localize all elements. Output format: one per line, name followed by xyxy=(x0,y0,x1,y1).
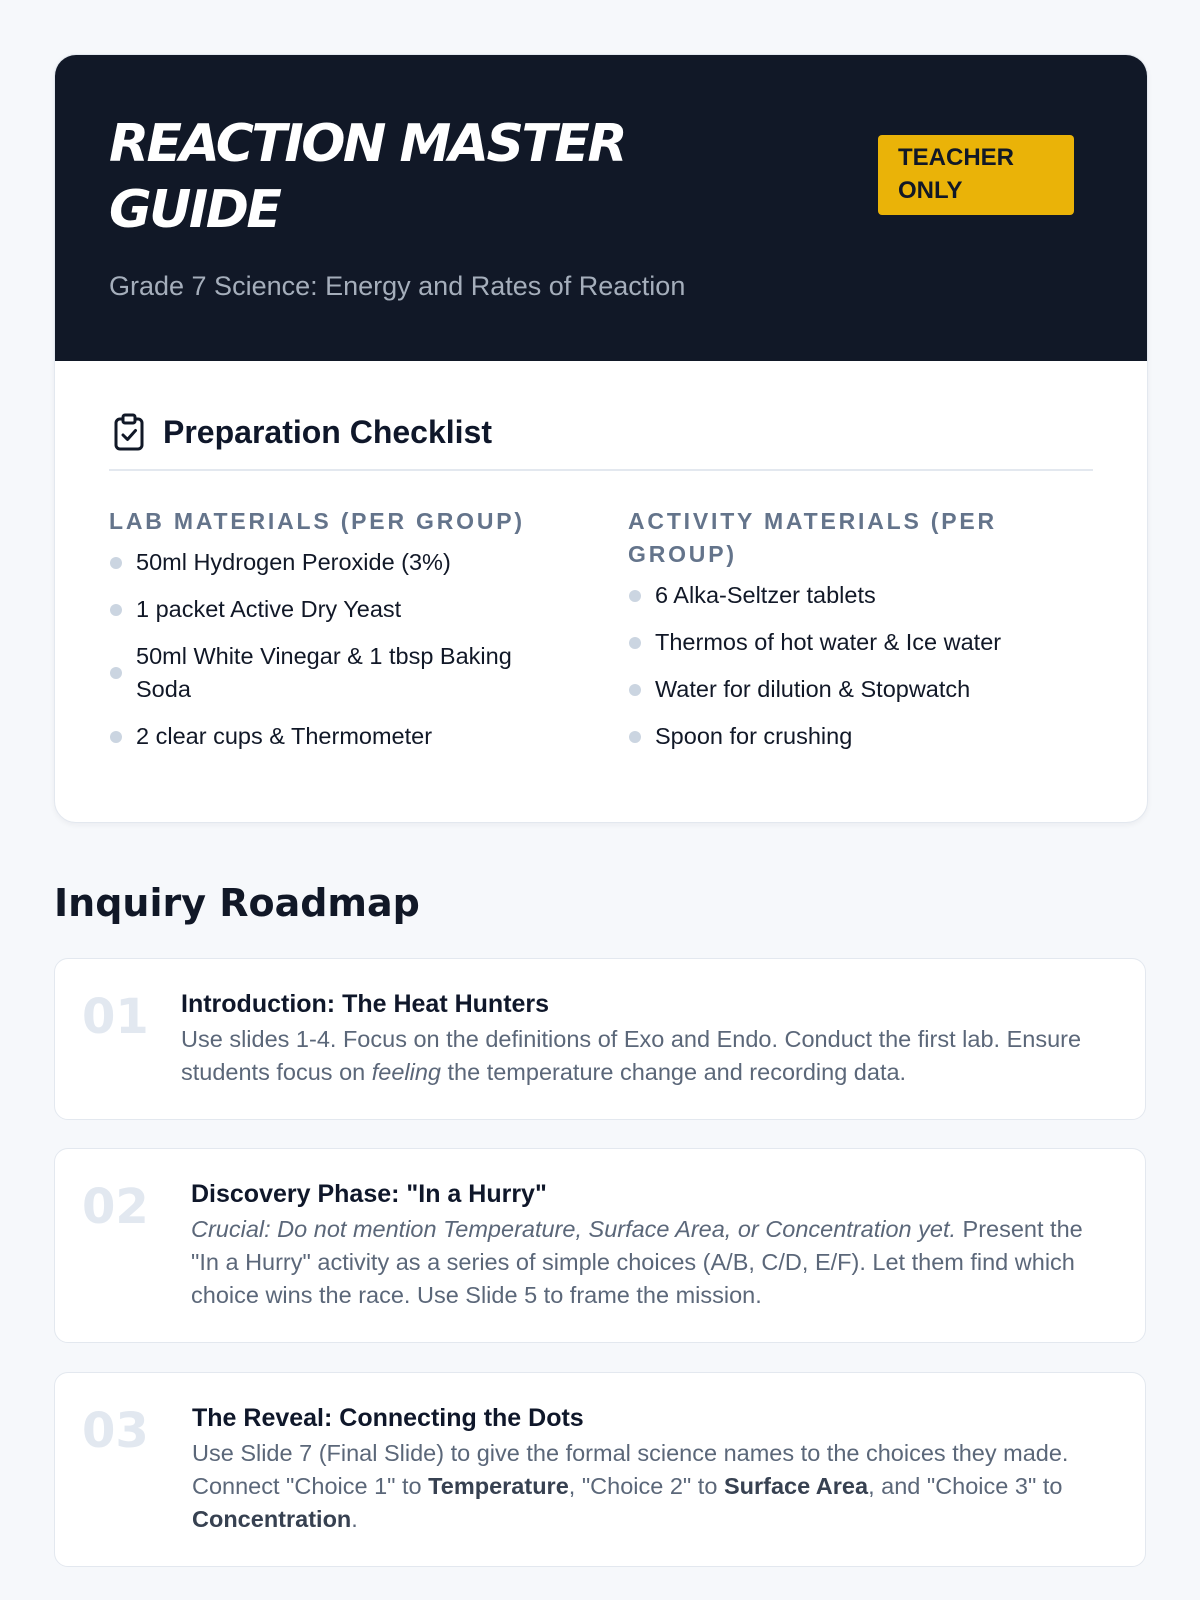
bullet-icon xyxy=(629,731,641,743)
list-item xyxy=(109,593,539,626)
step-keyword: Concentration xyxy=(192,1506,352,1532)
bullet-icon xyxy=(629,684,641,696)
lab-materials-heading: LAB MATERIALS (PER GROUP) xyxy=(109,508,525,534)
step-title: Introduction: The Heat Hunters xyxy=(181,990,550,1018)
step-description xyxy=(191,1213,1115,1312)
list-item-text: Water for dilution & Stopwatch xyxy=(655,676,971,702)
list-item-text: 6 Alka-Seltzer tablets xyxy=(655,582,876,608)
list-item xyxy=(628,673,1068,706)
list-item-text: 1 packet Active Dry Yeast xyxy=(136,596,402,622)
list-item-text: 2 clear cups & Thermometer xyxy=(136,723,433,749)
step-body xyxy=(192,1401,1115,1536)
bullet-icon xyxy=(110,667,122,679)
lab-materials xyxy=(109,505,539,767)
activity-materials-list xyxy=(628,579,1068,753)
step-text: , and "Choice 3" to xyxy=(868,1473,1063,1499)
step-body xyxy=(181,987,1115,1089)
roadmap-title: Inquiry Roadmap xyxy=(54,881,420,925)
list-item-text: 50ml Hydrogen Peroxide (3%) xyxy=(136,549,451,575)
roadmap-step-3 xyxy=(54,1372,1146,1567)
step-keyword: Surface Area xyxy=(723,1473,869,1499)
roadmap-step-1 xyxy=(54,958,1146,1120)
bullet-icon xyxy=(110,604,122,616)
list-item xyxy=(628,720,1068,753)
step-text: Use slides 1-4. Focus on the definitions of Exo and Endo. Conduct the first lab. Ensure students focus on xyxy=(181,1026,1082,1085)
step-text: Present the "In a Hurry" activity as a series of simple choices (A/B, C/D, E/F). Let them find which choice wins the race. Use Slide 5 to frame the mission. xyxy=(191,1216,1083,1308)
list-item-text: Spoon for crushing xyxy=(655,723,853,749)
step-number: 03 xyxy=(82,1403,149,1459)
bullet-icon xyxy=(110,557,122,569)
page-subtitle: Grade 7 Science: Energy and Rates of Reaction xyxy=(109,271,686,301)
clipboard-check-icon xyxy=(111,413,147,451)
list-item xyxy=(628,626,1068,659)
step-text: . xyxy=(351,1506,358,1532)
checklist-header xyxy=(109,413,1093,471)
list-item xyxy=(109,720,539,753)
bullet-icon xyxy=(110,731,122,743)
step-title: The Reveal: Connecting the Dots xyxy=(192,1404,584,1432)
step-text: , "Choice 2" to xyxy=(568,1473,724,1499)
page-title: REACTION MASTER GUIDE xyxy=(109,114,625,240)
hero-banner xyxy=(55,55,1147,361)
step-title: Discovery Phase: "In a Hurry" xyxy=(191,1180,547,1208)
step-number: 02 xyxy=(82,1179,149,1235)
checklist-title: Preparation Checklist xyxy=(163,414,492,450)
step-text: the temperature change and recording data. xyxy=(440,1059,907,1085)
guide-card xyxy=(54,54,1148,823)
activity-materials-heading: ACTIVITY MATERIALS (PER GROUP) xyxy=(628,508,997,567)
list-item xyxy=(109,546,539,579)
step-description xyxy=(181,1023,1115,1089)
bullet-icon xyxy=(629,637,641,649)
step-number: 01 xyxy=(82,989,149,1045)
teacher-only-badge: TEACHER ONLY xyxy=(878,135,1074,215)
step-emphasis: Crucial: Do not mention Temperature, Surface Area, or Concentration yet. xyxy=(191,1216,957,1242)
step-emphasis: feeling xyxy=(371,1059,441,1085)
lab-materials-list xyxy=(109,546,539,753)
roadmap-step-2 xyxy=(54,1148,1146,1343)
activity-materials xyxy=(628,505,1068,767)
list-item xyxy=(628,579,1068,612)
list-item-text: 50ml White Vinegar & 1 tbsp Baking Soda xyxy=(136,643,512,702)
bullet-icon xyxy=(629,590,641,602)
list-item xyxy=(109,640,539,706)
step-keyword: Temperature xyxy=(428,1473,569,1499)
step-body xyxy=(191,1177,1115,1312)
list-item-text: Thermos of hot water & Ice water xyxy=(655,629,1002,655)
step-description xyxy=(192,1437,1115,1536)
step-text: Use Slide 7 (Final Slide) to give the formal science names to the choices they made. Connect "Choice 1" to xyxy=(192,1440,1069,1499)
